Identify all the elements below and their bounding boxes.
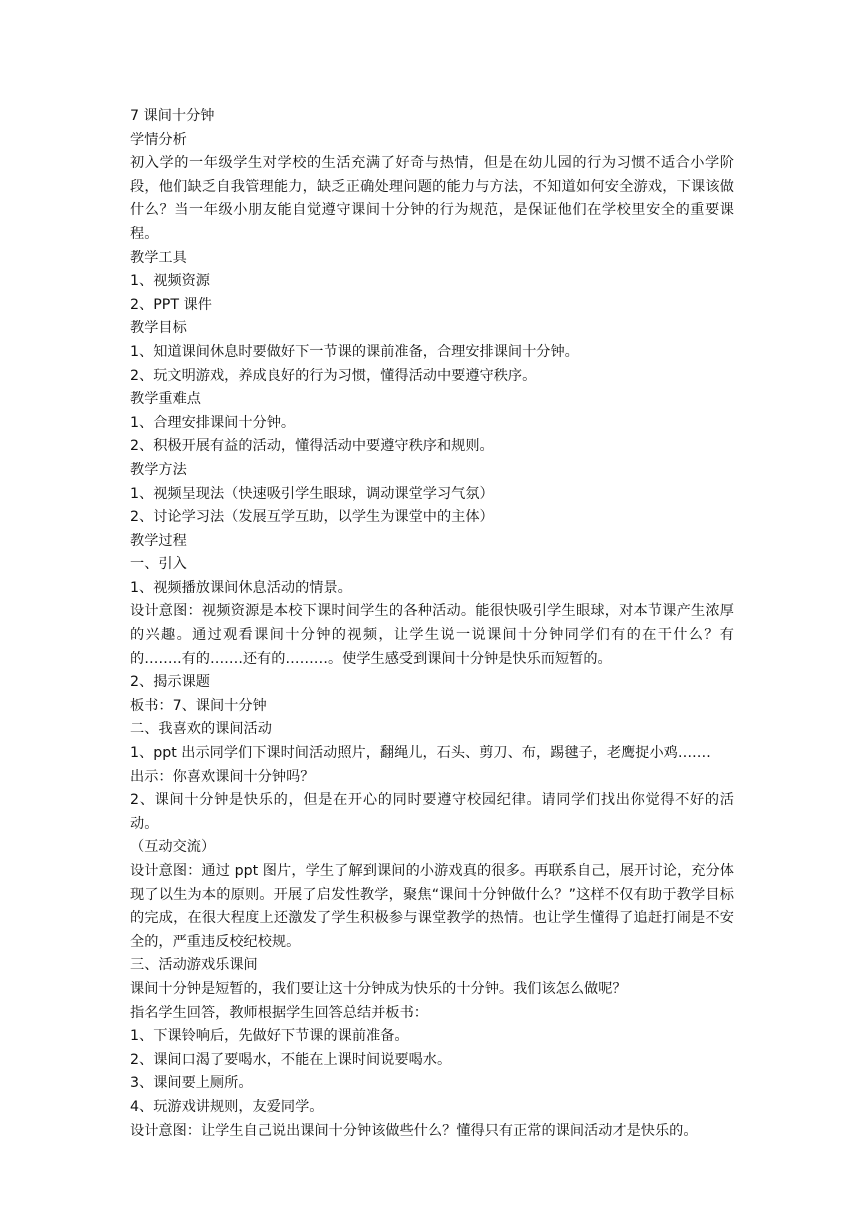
list-item: 1、ppt 出示同学们下课时间活动照片，翻绳儿，石头、剪刀、布，踢毽子，老鹰捉小鸡…….: [130, 745, 711, 762]
list-item: 2、课间口渴了要喝水，不能在上课时间说要喝水。: [130, 1051, 452, 1068]
list-item: 1、视频播放课间休息活动的情景。: [130, 579, 352, 596]
list-item: 2、玩文明游戏，养成良好的行为习惯，懂得活动中要遵守秩序。: [130, 367, 537, 384]
paragraph-line: （互动交流）: [130, 839, 216, 856]
list-item: 1、视频资源: [130, 273, 210, 290]
section-heading: 教学工具: [130, 249, 187, 266]
lesson-title: 7 课间十分钟: [130, 108, 215, 124]
list-item: 2、PPT 课件: [130, 296, 212, 313]
section-heading: 学情分析: [130, 131, 187, 148]
paragraph: 初入学的一年级学生对学校的生活充满了好奇与热情，但是在幼儿园的行为习惯不适合小学阶段，他们缺乏自我管理能力，缺乏正确处理问题的能力与方法，不知道如何安全游戏，下课该做什么？当一年级小朋友能自觉遵守课间十分钟的行为规范，是保证他们在学校里安全的重要课程。: [130, 155, 734, 242]
list-item: 1、知道课间休息时要做好下一节课的课前准备，合理安排课间十分钟。: [130, 343, 579, 360]
list-item: 2、积极开展有益的活动，懂得活动中要遵守秩序和规则。: [130, 438, 494, 455]
subsection-heading: 一、引入: [130, 556, 187, 573]
paragraph-line: 出示：你喜欢课间十分钟吗？: [130, 768, 315, 785]
section-heading: 教学过程: [130, 532, 187, 549]
section-heading: 教学重难点: [130, 391, 201, 408]
board-note: 板书：7、课间十分钟: [130, 697, 267, 714]
paragraph: 设计意图：视频资源是本校下课时间学生的各种活动。能很快吸引学生眼球，对本节课产生浓厚的兴趣。通过观看课间十分钟的视频，让学生说一说课间十分钟同学们有的在干什么？有的……..有的…….还有的………。使学生感受到课间十分钟是快乐而短暂的。: [130, 603, 734, 667]
list-item: 4、玩游戏讲规则，友爱同学。: [130, 1098, 324, 1115]
list-item: 1、下课铃响后，先做好下节课的课前准备。: [130, 1028, 409, 1045]
list-item: 2、讨论学习法（发展互学互助，以学生为课堂中的主体）: [130, 509, 494, 526]
paragraph-line: 指名学生回答，教师根据学生回答总结并板书：: [130, 1004, 428, 1021]
section-heading: 教学方法: [130, 461, 187, 478]
list-item: 2、揭示课题: [130, 674, 210, 691]
paragraph-line: 课间十分钟是短暂的，我们要让这十分钟成为快乐的十分钟。我们该怎么做呢？: [130, 980, 627, 997]
list-item: 1、视频呈现法（快速吸引学生眼球，调动课堂学习气氛）: [130, 485, 494, 502]
paragraph: 设计意图：通过 ppt 图片，学生了解到课间的小游戏真的很多。再联系自己，展开讨论，充分体现了以生为本的原则。开展了启发性教学，聚焦“课间十分钟做什么？”这样不仅有助于教学目标的完成，在很大程度上还激发了学生积极参与课堂教学的热情。也让学生懂得了追赶打闹是不安全的，严重违反校纪校规。: [130, 863, 734, 950]
subsection-heading: 二、我喜欢的课间活动: [130, 721, 272, 738]
paragraph-line: 设计意图：让学生自己说出课间十分钟该做些什么？懂得只有正常的课间活动才是快乐的。: [130, 1122, 698, 1139]
document-body: [130, 105, 734, 1143]
paragraph: 2、课间十分钟是快乐的，但是在开心的同时要遵守校园纪律。请同学们找出你觉得不好的活动。: [130, 792, 734, 832]
section-heading: 教学目标: [130, 320, 187, 337]
list-item: 1、合理安排课间十分钟。: [130, 414, 296, 431]
list-item: 3、课间要上厕所。: [130, 1075, 253, 1092]
subsection-heading: 三、活动游戏乐课间: [130, 957, 258, 974]
